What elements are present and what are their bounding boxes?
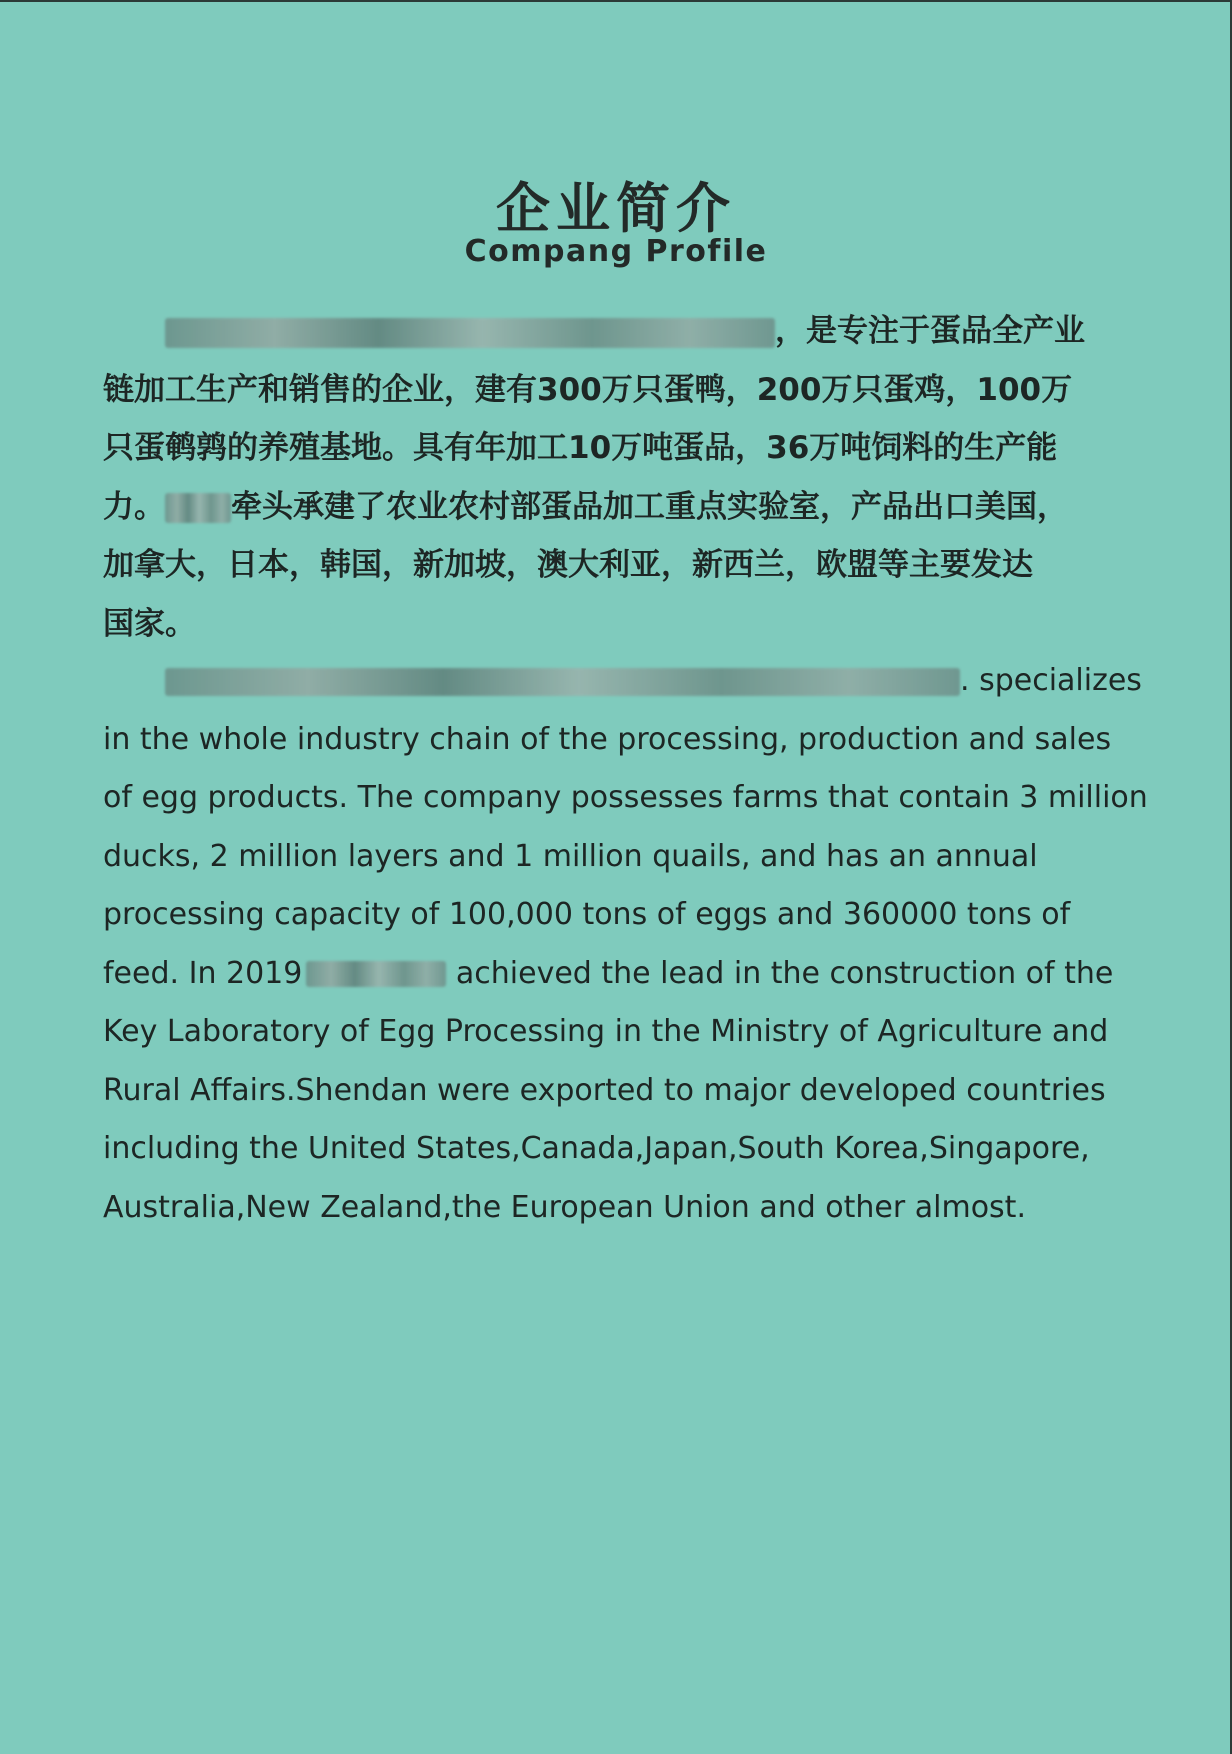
page-title: 企业简介 xyxy=(496,177,736,240)
cn-line-4 xyxy=(103,478,1143,537)
en-line-6-start: feed. In 2019 xyxy=(103,955,303,991)
en-line-4: ducks, 2 million layers and 1 million quails, and has an annual xyxy=(103,838,1038,874)
cn-line-1-text: ，是专注于蛋品全产业 xyxy=(775,313,1085,349)
en-line-6-text: achieved the lead in the construction of the xyxy=(446,955,1114,991)
en-line-3: of egg products. The company possesses farms that contain 3 million xyxy=(103,780,1148,815)
cn-line-2: 链加工生产和销售的企业，建有300万只蛋鸭，200万只蛋鸡，100万 xyxy=(103,371,1073,408)
redacted-short-name-en xyxy=(306,961,446,987)
en-line-10: Australia,New Zealand,the European Union and other almost. xyxy=(103,1189,1026,1225)
en-line-9: including the United States,Canada,Japan,South Korea,Singapore, xyxy=(103,1131,1090,1166)
en-line-8: Rural Affairs.Shendan were exported to major developed countries xyxy=(103,1072,1106,1108)
english-paragraph xyxy=(103,652,1148,1237)
cn-line-4-text: 牵头承建了农业农村部蛋品加工重点实验室，产品出口美国， xyxy=(231,488,1068,525)
en-line-6 xyxy=(103,945,1143,1004)
redacted-company-name-cn xyxy=(165,318,775,348)
en-line-1-text: . specializes xyxy=(960,663,1142,698)
page-subtitle: Compang Profile xyxy=(464,234,768,269)
en-line-2: in the whole industry chain of the processing, production and sales xyxy=(103,721,1112,757)
chinese-paragraph xyxy=(103,302,1143,653)
en-line-5: processing capacity of 100,000 tons of eggs and 360000 tons of xyxy=(103,897,1071,932)
redacted-short-name-cn xyxy=(165,493,231,523)
en-line-1 xyxy=(103,652,1143,711)
cn-line-5: 加拿大，日本，韩国，新加坡，澳大利亚，新西兰，欧盟等主要发达 xyxy=(103,547,1033,583)
cn-line-4-start: 力。 xyxy=(103,488,165,525)
en-line-7: Key Laboratory of Egg Processing in the Ministry of Agriculture and xyxy=(103,1014,1109,1049)
cn-line-1 xyxy=(103,302,1143,361)
cn-line-6: 国家。 xyxy=(103,605,196,642)
cn-line-3: 只蛋鹌鹑的养殖基地。具有年加工10万吨蛋品，36万吨饲料的生产能 xyxy=(103,430,1058,466)
redacted-company-name-en xyxy=(165,668,960,696)
